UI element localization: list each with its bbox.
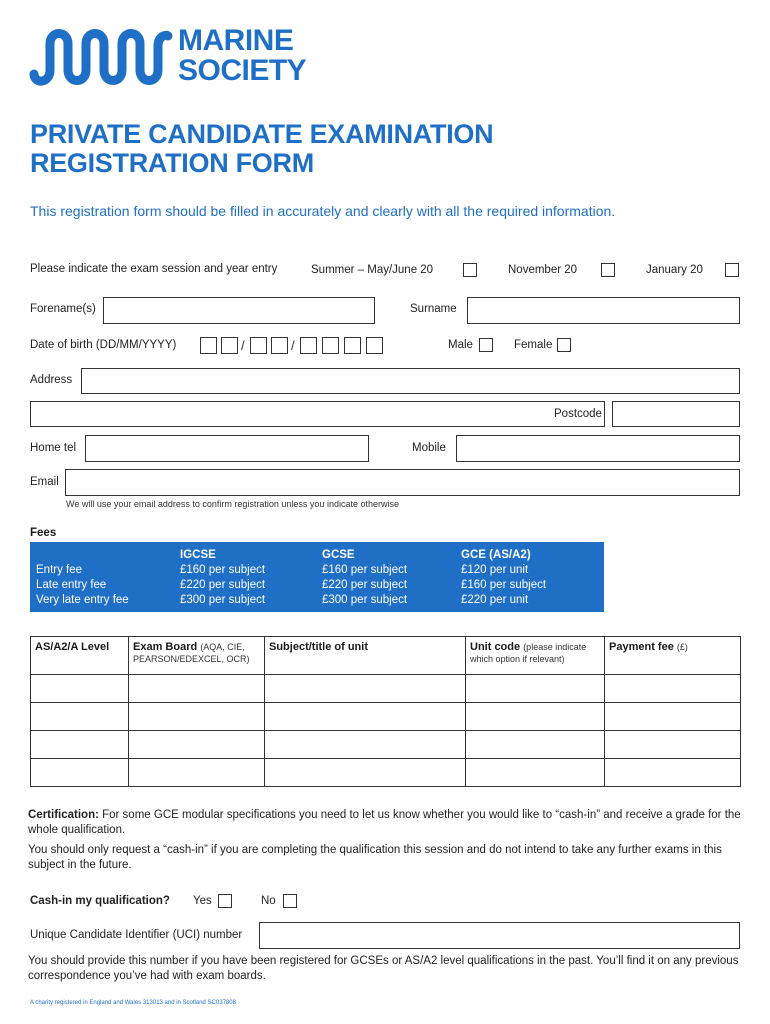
mobile-input[interactable] [456,435,740,462]
fees-label: Fees [30,527,57,539]
address-input-line-2[interactable] [30,401,605,427]
forename-label: Forename(s) [30,303,96,315]
table-cell[interactable] [466,703,605,731]
header-level-text: AS/A2/A Level [35,641,110,653]
fee-row-label: Very late entry fee [36,594,129,606]
cashin-no-label: No [261,895,276,907]
fee-value: £220 per subject [322,579,408,591]
header-subject-text: Subject/title of unit [269,641,368,653]
title-line-1: PRIVATE CANDIDATE EXAMINATION [30,119,494,149]
fees-table [30,542,604,612]
surname-label: Surname [410,303,457,315]
cashin-no-checkbox[interactable] [283,894,297,908]
session-option-november-label: November 20 [508,264,578,276]
header-payment-fee-note: (£) [676,642,688,652]
header-payment-fee [605,637,741,675]
table-cell[interactable] [265,675,466,703]
units-table-header [31,637,741,675]
fee-value: £160 per subject [180,564,266,576]
session-option-january-label: January 20 [646,264,703,276]
postcode-input[interactable] [612,401,740,427]
fee-value: £220 per subject [180,579,266,591]
fee-row-label: Entry fee [36,564,83,576]
header-unit-code-text: Unit code [470,641,521,653]
dob-month-digit-2[interactable] [271,337,288,354]
dob-label: Date of birth (DD/MM/YYYY) [30,339,177,351]
header-exam-board-note-2: PEARSON/EDEXCEL, OCR) [133,654,250,664]
cashin-yes-label: Yes [193,895,212,907]
dob-year-digit-1[interactable] [300,337,317,354]
home-tel-label: Home tel [30,442,77,454]
home-tel-input[interactable] [85,435,369,462]
mobile-label: Mobile [412,442,446,454]
fee-value: £120 per unit [461,564,529,576]
fees-column-igcse [180,548,265,608]
session-label: Please indicate the exam session and year entry [30,263,278,275]
table-cell[interactable] [605,759,741,787]
session-january-checkbox[interactable] [725,263,739,277]
surname-input[interactable] [467,297,740,324]
header-payment-fee-text: Payment fee [609,641,674,653]
table-cell[interactable] [605,731,741,759]
header-unit-code-note: (please indicate [523,642,587,652]
email-label: Email [30,476,59,488]
postcode-label: Postcode [554,408,602,420]
header-level [31,637,129,675]
table-row [31,759,741,787]
uci-note: You should provide this number if you have been registered for GCSEs or AS/A2 level qualifications in the past. You’ll find it on any previous correspondence you’ve had with exam boards. [28,955,739,982]
session-option-summer-label: Summer – May/June 20 [311,264,434,276]
header-unit-code-note-2: which option if relevant) [470,654,565,664]
logo-line-1: MARINE [178,24,294,57]
cashin-label: Cash-in my qualification? [30,895,170,907]
email-input[interactable] [65,469,740,496]
fees-row-labels [36,563,129,608]
certification-text: For some GCE modular specifications you need to let us know whether you would like to “cash-in” and receive a grade for the whole qualification. [28,809,741,836]
table-cell[interactable] [466,731,605,759]
certification-paragraph [28,808,743,838]
address-label: Address [30,374,73,386]
email-note: We will use your email address to confirm registration unless you indicate otherwise [66,499,399,509]
logo-line-2: SOCIETY [178,54,307,87]
header-subject [265,637,466,675]
fee-value: £300 per subject [180,594,266,606]
wave-logo-icon [28,26,173,86]
table-cell[interactable] [31,759,129,787]
logo-text [178,26,306,86]
table-cell[interactable] [129,703,265,731]
fees-column-gcse [322,548,407,608]
table-cell[interactable] [31,731,129,759]
fee-value: £300 per subject [322,594,408,606]
fee-column-header: IGCSE [180,549,216,561]
dob-day-digit-1[interactable] [200,337,217,354]
table-cell[interactable] [466,675,605,703]
male-checkbox[interactable] [479,338,493,352]
header-exam-board-text: Exam Board [133,641,198,653]
session-summer-checkbox[interactable] [463,263,477,277]
uci-label: Unique Candidate Identifier (UCI) number [30,929,243,941]
female-label: Female [514,339,553,351]
table-cell[interactable] [129,759,265,787]
dob-year-digit-3[interactable] [344,337,361,354]
fee-value: £160 per subject [461,579,547,591]
session-november-checkbox[interactable] [601,263,615,277]
table-row [31,675,741,703]
fees-column-gce [461,548,546,608]
fee-column-header: GCE (AS/A2) [461,549,531,561]
table-cell[interactable] [31,675,129,703]
table-cell[interactable] [466,759,605,787]
table-cell[interactable] [605,675,741,703]
header-exam-board-note: (AQA, CIE, [200,642,245,652]
table-row [31,731,741,759]
dob-day-digit-2[interactable] [221,337,238,354]
dob-month-digit-1[interactable] [250,337,267,354]
cashin-yes-checkbox[interactable] [218,894,232,908]
header-exam-board [129,637,265,675]
table-cell[interactable] [31,703,129,731]
certification-label: Certification: [28,809,99,821]
charity-footer: A charity registered in England and Wales 313013 and in Scotland SC037808 [30,1000,236,1006]
forename-input[interactable] [103,297,375,324]
page-title [30,120,493,178]
title-line-2: REGISTRATION FORM [30,148,314,178]
dob-year-digit-2[interactable] [322,337,339,354]
fee-value: £220 per unit [461,594,529,606]
table-cell[interactable] [265,731,466,759]
table-row [31,703,741,731]
fee-row-label: Late entry fee [36,579,107,591]
fee-column-header: GCSE [322,549,355,561]
header-unit-code [466,637,605,675]
dob-separator-1: / [241,338,245,353]
uci-input[interactable] [259,922,740,949]
table-cell[interactable] [129,731,265,759]
intro-text: This registration form should be filled in accurately and clearly with all the required information. [30,203,616,219]
table-cell[interactable] [129,675,265,703]
fee-value: £160 per subject [322,564,408,576]
address-input-line-1[interactable] [81,368,740,394]
table-cell[interactable] [265,759,466,787]
table-cell[interactable] [605,703,741,731]
female-checkbox[interactable] [557,338,571,352]
male-label: Male [448,339,473,351]
table-cell[interactable] [265,703,466,731]
certification-paragraph-2: You should only request a “cash-in” if you are completing the qualification this session and do not intend to take any further exams in this subject in the future. [28,844,722,871]
dob-separator-2: / [291,338,295,353]
units-table [30,636,741,787]
dob-year-digit-4[interactable] [366,337,383,354]
